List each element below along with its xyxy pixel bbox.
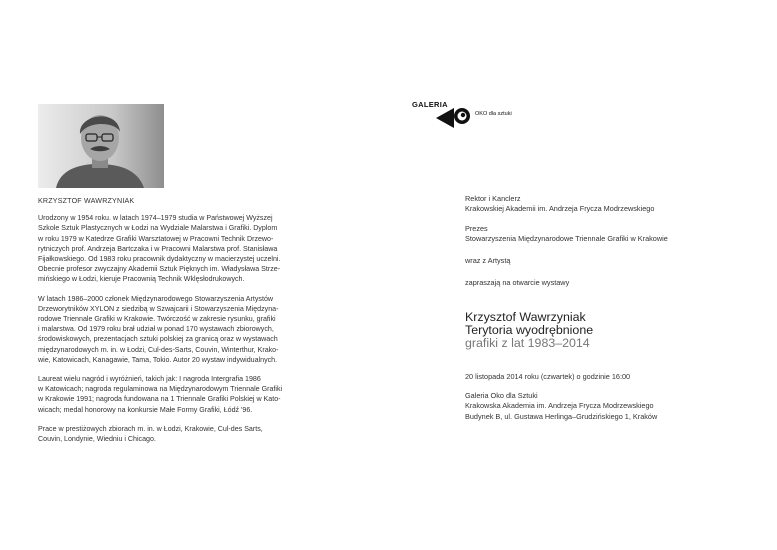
bio-paragraph: Urodzony w 1954 roku. w latach 1974–1979 studia w Państwowej Wyższej Szkole Sztuk Plastycznych w Łodzi na Wydziale Malarstwa i Grafiki. Dyplom w roku 1979 w Katedrze Grafiki Warsztatowej w Pracowni Technik Drzewo- rytniczych prof. Andrzeja Bartczaka i w Pracowni Malarstwa prof. Stanisława Fijałkowskiego. Od 1983 roku pracownik dydaktyczny w macierzystej uczelni. Obecnie profesor zwyczajny Akademii Sztuk Pięknych im. Władysława Strze- mińskiego w Łodzi, kieruje Pracownią Technik Wklęsłodrukowych. <box>38 214 281 284</box>
host2-line1: Prezes <box>465 223 488 233</box>
opening-date: 20 listopada 2014 roku (czwartek) o godzinie 16:00 <box>465 371 631 381</box>
venue-line3: Budynek B, ul. Gustawa Herlinga–Grudzińskiego 1, Kraków <box>465 411 658 421</box>
host1-line1: Rektor i Kanclerz <box>465 194 521 203</box>
host2-line2: Stowarzyszenia Międzynarodowe Triennale Grafiki w Krakowie <box>465 233 668 243</box>
exhibition-artist: Krzysztof Wawrzyniak <box>465 309 586 324</box>
biography-column <box>38 196 338 453</box>
gallery-logo <box>412 100 522 132</box>
exhibition-subtitle: grafiki z lat 1983–2014 <box>465 335 590 350</box>
bio-paragraph: Prace w prestiżowych zbiorach m. in. w Łodzi, Krakowie, Cul-des Sarts, Couvin, Londynie, Wiedniu i Chicago. <box>38 424 263 444</box>
logo-galeria-text: GALERIA <box>412 100 448 109</box>
logo-oko-text: OKO dla sztuki <box>475 111 512 117</box>
host1-line2: Krakowskiej Akademii im. Andrzeja Frycza Modrzewskiego <box>465 204 655 214</box>
eye-icon <box>434 102 474 130</box>
artist-portrait-photo <box>38 104 164 188</box>
venue-line1: Galeria Oko dla Sztuki <box>465 391 538 401</box>
artist-name-caps: KRZYSZTOF WAWRZYNIAK <box>38 197 135 205</box>
bio-paragraph: W latach 1986–2000 członek Międzynarodowego Stowarzyszenia Artystów Drzeworytników XYLON z siedzibą w Szwajcarii i Stowarzyszenia Międzyna- rodowe Triennale Grafiki w Krakowie. Twórczość w zakresie rysunku, grafiki i malarstwa. Od 1979 roku brał udział w ponad 170 wystawach zbiorowych, środowiskowych, prezentacjach sztuki polskiej za granicą oraz w wystawach międzynarodowych m. in. w Łodzi, Cul-des-Sarts, Couvin, Winterthur, Krako- wie, Katowicach, Kanagawie, Tama, Tokio. Autor 20 wystaw indywidualnych. <box>38 294 279 364</box>
invitation-column <box>465 194 765 422</box>
invite-text: zapraszają na otwarcie wystawy <box>465 278 570 288</box>
bio-paragraph: Laureat wielu nagród i wyróżnień, takich jak: I nagroda Intergrafia 1986 w Katowicach; nagroda regulaminowa na Międzynarodowym Triennale Grafiki w Krakowie 1991; nagroda fundowana na 1 Triennale Grafiki Polskiej w Kato- wicach; medal honorowy na konkursie Małe Formy Grafiki, Łódź '96. <box>38 375 283 414</box>
with-artist-text: wraz z Artystą <box>465 256 511 266</box>
exhibition-title: Terytoria wyodrębnione <box>465 322 594 337</box>
venue-line2: Krakowska Akademia im. Andrzeja Frycza Modrzewskiego <box>465 401 654 411</box>
